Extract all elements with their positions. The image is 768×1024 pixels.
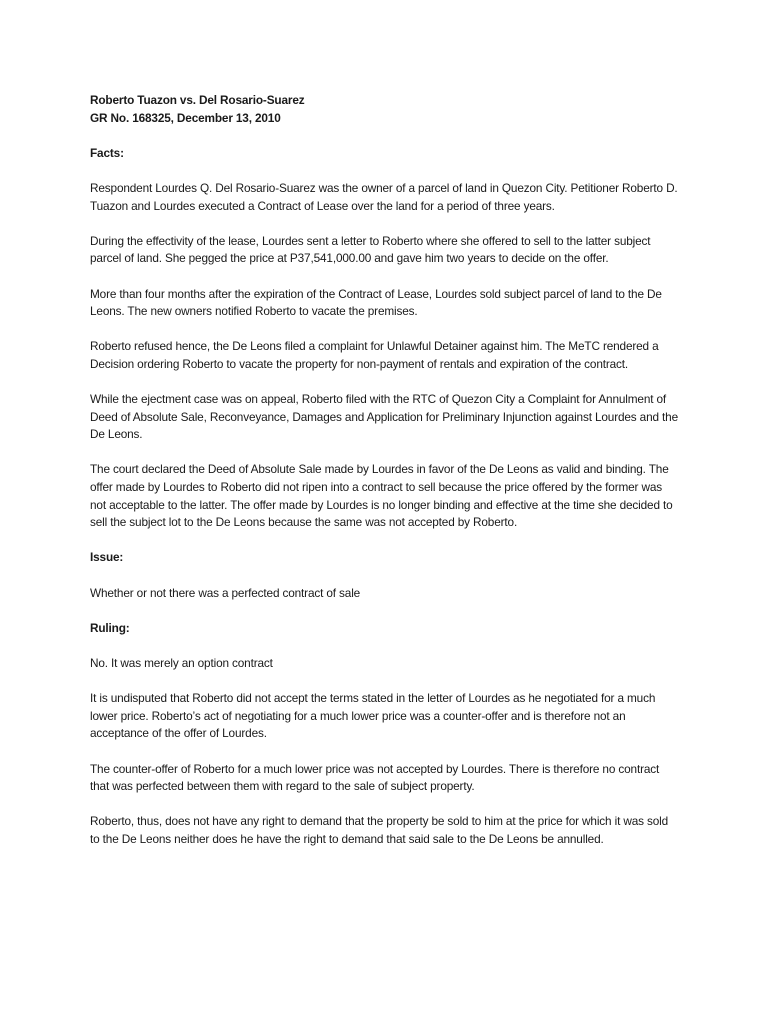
facts-paragraph: Respondent Lourdes Q. Del Rosario-Suarez was the owner of a parcel of land in Quezon City. Petitioner Roberto D. Tuazon and Lourdes executed a Contract of Lease over the land for a period of three years. [90, 180, 678, 213]
ruling-paragraph: The counter-offer of Roberto for a much lower price was not accepted by Lourdes. There is therefore no contract that was perfected between them with regard to the sale of subject property. [90, 761, 660, 794]
facts-paragraph: While the ejectment case was on appeal, Roberto filed with the RTC of Quezon City a Complaint for Annulment of Deed of Absolute Sale, Reconveyance, Damages and Application for Preliminary Injunction against Lourdes and the De Leons. [90, 392, 678, 442]
facts-paragraph: During the effectivity of the lease, Lourdes sent a letter to Roberto where she offered to sell to the latter subject parcel of land. She pegged the price at P37,541,000.00 and gave him two years to decide on the offer. [90, 233, 651, 266]
facts-paragraph: The court declared the Deed of Absolute Sale made by Lourdes in favor of the De Leons as valid and binding. The offer made by Lourdes to Roberto did not ripen into a contract to sell because the price offered by the former was not acceptable to the latter. The offer made by Lourdes is no longer binding and effective at the time she decided to sell the subject lot to the De Leons because the same was not accepted by Roberto. [90, 462, 673, 530]
document-body [90, 92, 680, 866]
facts-paragraph: More than four months after the expiration of the Contract of Lease, Lourdes sold subject parcel of land to the De Leons. The new owners notified Roberto to vacate the premises. [90, 286, 662, 319]
ruling-paragraph: It is undisputed that Roberto did not accept the terms stated in the letter of Lourdes as he negotiated for a much lower price. Roberto’s act of negotiating for a much lower price was a counter-offer and is therefore not an acceptance of the offer of Lourdes. [90, 691, 656, 741]
ruling-paragraph: No. It was merely an option contract [90, 656, 273, 670]
facts-heading: Facts: [90, 145, 124, 160]
facts-paragraph: Roberto refused hence, the De Leons filed a complaint for Unlawful Detainer against him. The MeTC rendered a Decision ordering Roberto to vacate the property for non-payment of rentals and expiration of the contract. [90, 339, 659, 371]
case-number: GR No. 168325, December 13, 2010 [90, 110, 281, 125]
ruling-paragraph: Roberto, thus, does not have any right to demand that the property be sold to him at the price for which it was sold to the De Leons neither does he have the right to demand that said sale to the De Leons be annulled. [90, 814, 669, 846]
issue-heading: Issue: [90, 550, 124, 565]
ruling-heading: Ruling: [90, 620, 130, 635]
issue-paragraph: Whether or not there was a perfected contract of sale [90, 585, 361, 600]
case-title: Roberto Tuazon vs. Del Rosario-Suarez [90, 93, 305, 107]
